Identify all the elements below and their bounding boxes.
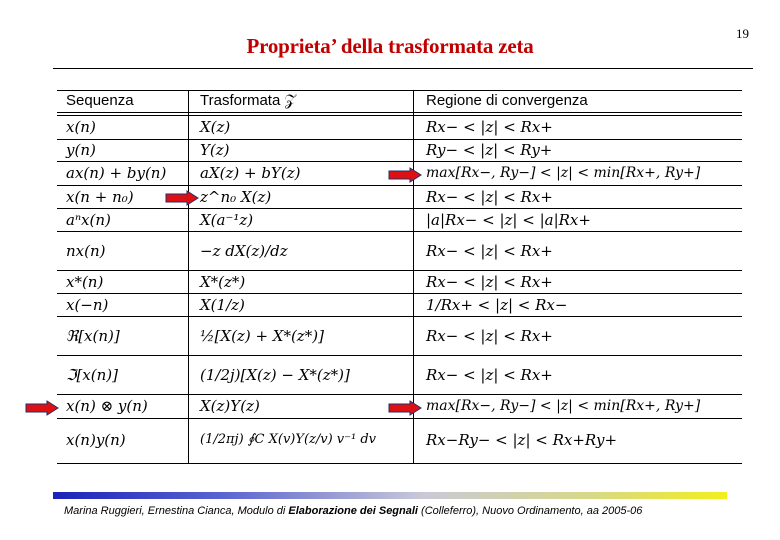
row-7-transform: X*(z*) xyxy=(200,273,246,291)
arrow-shape xyxy=(389,401,421,415)
row-11-region: max[Rx−, Ry−] < |z| < min[Rx+, Ry+] xyxy=(426,398,701,414)
row-8-transform: X(1/z) xyxy=(200,296,245,314)
footer-prefix: Marina Ruggieri, Ernestina Cianca, Modulo di xyxy=(64,505,289,517)
row-1-sequence: x(n) xyxy=(66,118,96,136)
row-5-sequence: aⁿx(n) xyxy=(66,211,111,229)
row-11-transform: X(z)Y(z) xyxy=(200,397,260,415)
row-5-transform: X(a⁻¹z) xyxy=(200,211,254,229)
row-1-transform: X(z) xyxy=(200,118,231,136)
row-4-sequence: x(n + n₀) xyxy=(66,188,134,206)
row-3-transform: aX(z) + bY(z) xyxy=(200,164,301,182)
pointer-arrow-icon xyxy=(25,400,59,416)
row-10-transform: (1/2j)[X(z) − X*(z*)] xyxy=(200,366,350,384)
pointer-arrow-icon xyxy=(388,167,422,183)
arrow-shape xyxy=(26,401,58,415)
row-7-sequence: x*(n) xyxy=(66,273,104,291)
row-8-sequence: x(−n) xyxy=(66,296,109,314)
footer-course: Elaborazione dei Segnali xyxy=(288,505,418,517)
row-4-region: Rx− < |z| < Rx+ xyxy=(426,188,553,206)
header-sequence: Sequenza xyxy=(66,92,134,109)
row-11-sequence: x(n) ⊗ y(n) xyxy=(66,397,148,415)
row-2-transform: Y(z) xyxy=(200,141,230,159)
row-12-transform: (1/2πj) ∮C X(v)Y(z/v) v⁻¹ dv xyxy=(200,432,377,447)
row-9-region: Rx− < |z| < Rx+ xyxy=(426,327,553,345)
slide-title: Proprieta’ della trasformata zeta xyxy=(246,34,534,58)
header-region: Regione di convergenza xyxy=(426,92,588,109)
arrow-shape xyxy=(389,168,421,182)
footer-suffix: (Colleferro), Nuovo Ordinamento, aa 2005-06 xyxy=(417,505,643,517)
row-3-sequence: ax(n) + by(n) xyxy=(66,164,167,182)
pointer-arrow-icon xyxy=(165,190,199,206)
row-2-sequence: y(n) xyxy=(66,141,96,159)
page-number: 19 xyxy=(736,26,749,41)
row-7-region: Rx− < |z| < Rx+ xyxy=(426,273,553,291)
row-6-region: Rx− < |z| < Rx+ xyxy=(426,242,553,260)
arrow-shape xyxy=(166,191,198,205)
row-9-transform: ½[X(z) + X*(z*)] xyxy=(200,327,324,345)
row-4-transform: z^n₀ X(z) xyxy=(200,188,272,206)
title-divider xyxy=(53,68,753,69)
row-12-sequence: x(n)y(n) xyxy=(66,431,126,449)
row-6-sequence: nx(n) xyxy=(66,242,106,260)
row-9-sequence: ℜ[x(n)] xyxy=(66,327,120,345)
row-10-region: Rx− < |z| < Rx+ xyxy=(426,366,553,384)
header-transform: Trasformata 𝒵 xyxy=(200,92,296,109)
row-1-region: Rx− < |z| < Rx+ xyxy=(426,118,553,136)
row-10-sequence: ℑ[x(n)] xyxy=(66,366,118,384)
row-2-region: Ry− < |z| < Ry+ xyxy=(426,141,553,159)
row-6-transform: −z dX(z)/dz xyxy=(200,242,288,260)
row-12-region: Rx−Ry− < |z| < Rx+Ry+ xyxy=(426,431,618,449)
footer-credits xyxy=(64,505,642,517)
row-8-region: 1/Rx+ < |z| < Rx− xyxy=(426,296,568,314)
pointer-arrow-icon xyxy=(388,400,422,416)
row-5-region: |a|Rx− < |z| < |a|Rx+ xyxy=(426,211,591,229)
row-3-region: max[Rx−, Ry−] < |z| < min[Rx+, Ry+] xyxy=(426,165,701,181)
footer-gradient-bar xyxy=(53,492,727,499)
